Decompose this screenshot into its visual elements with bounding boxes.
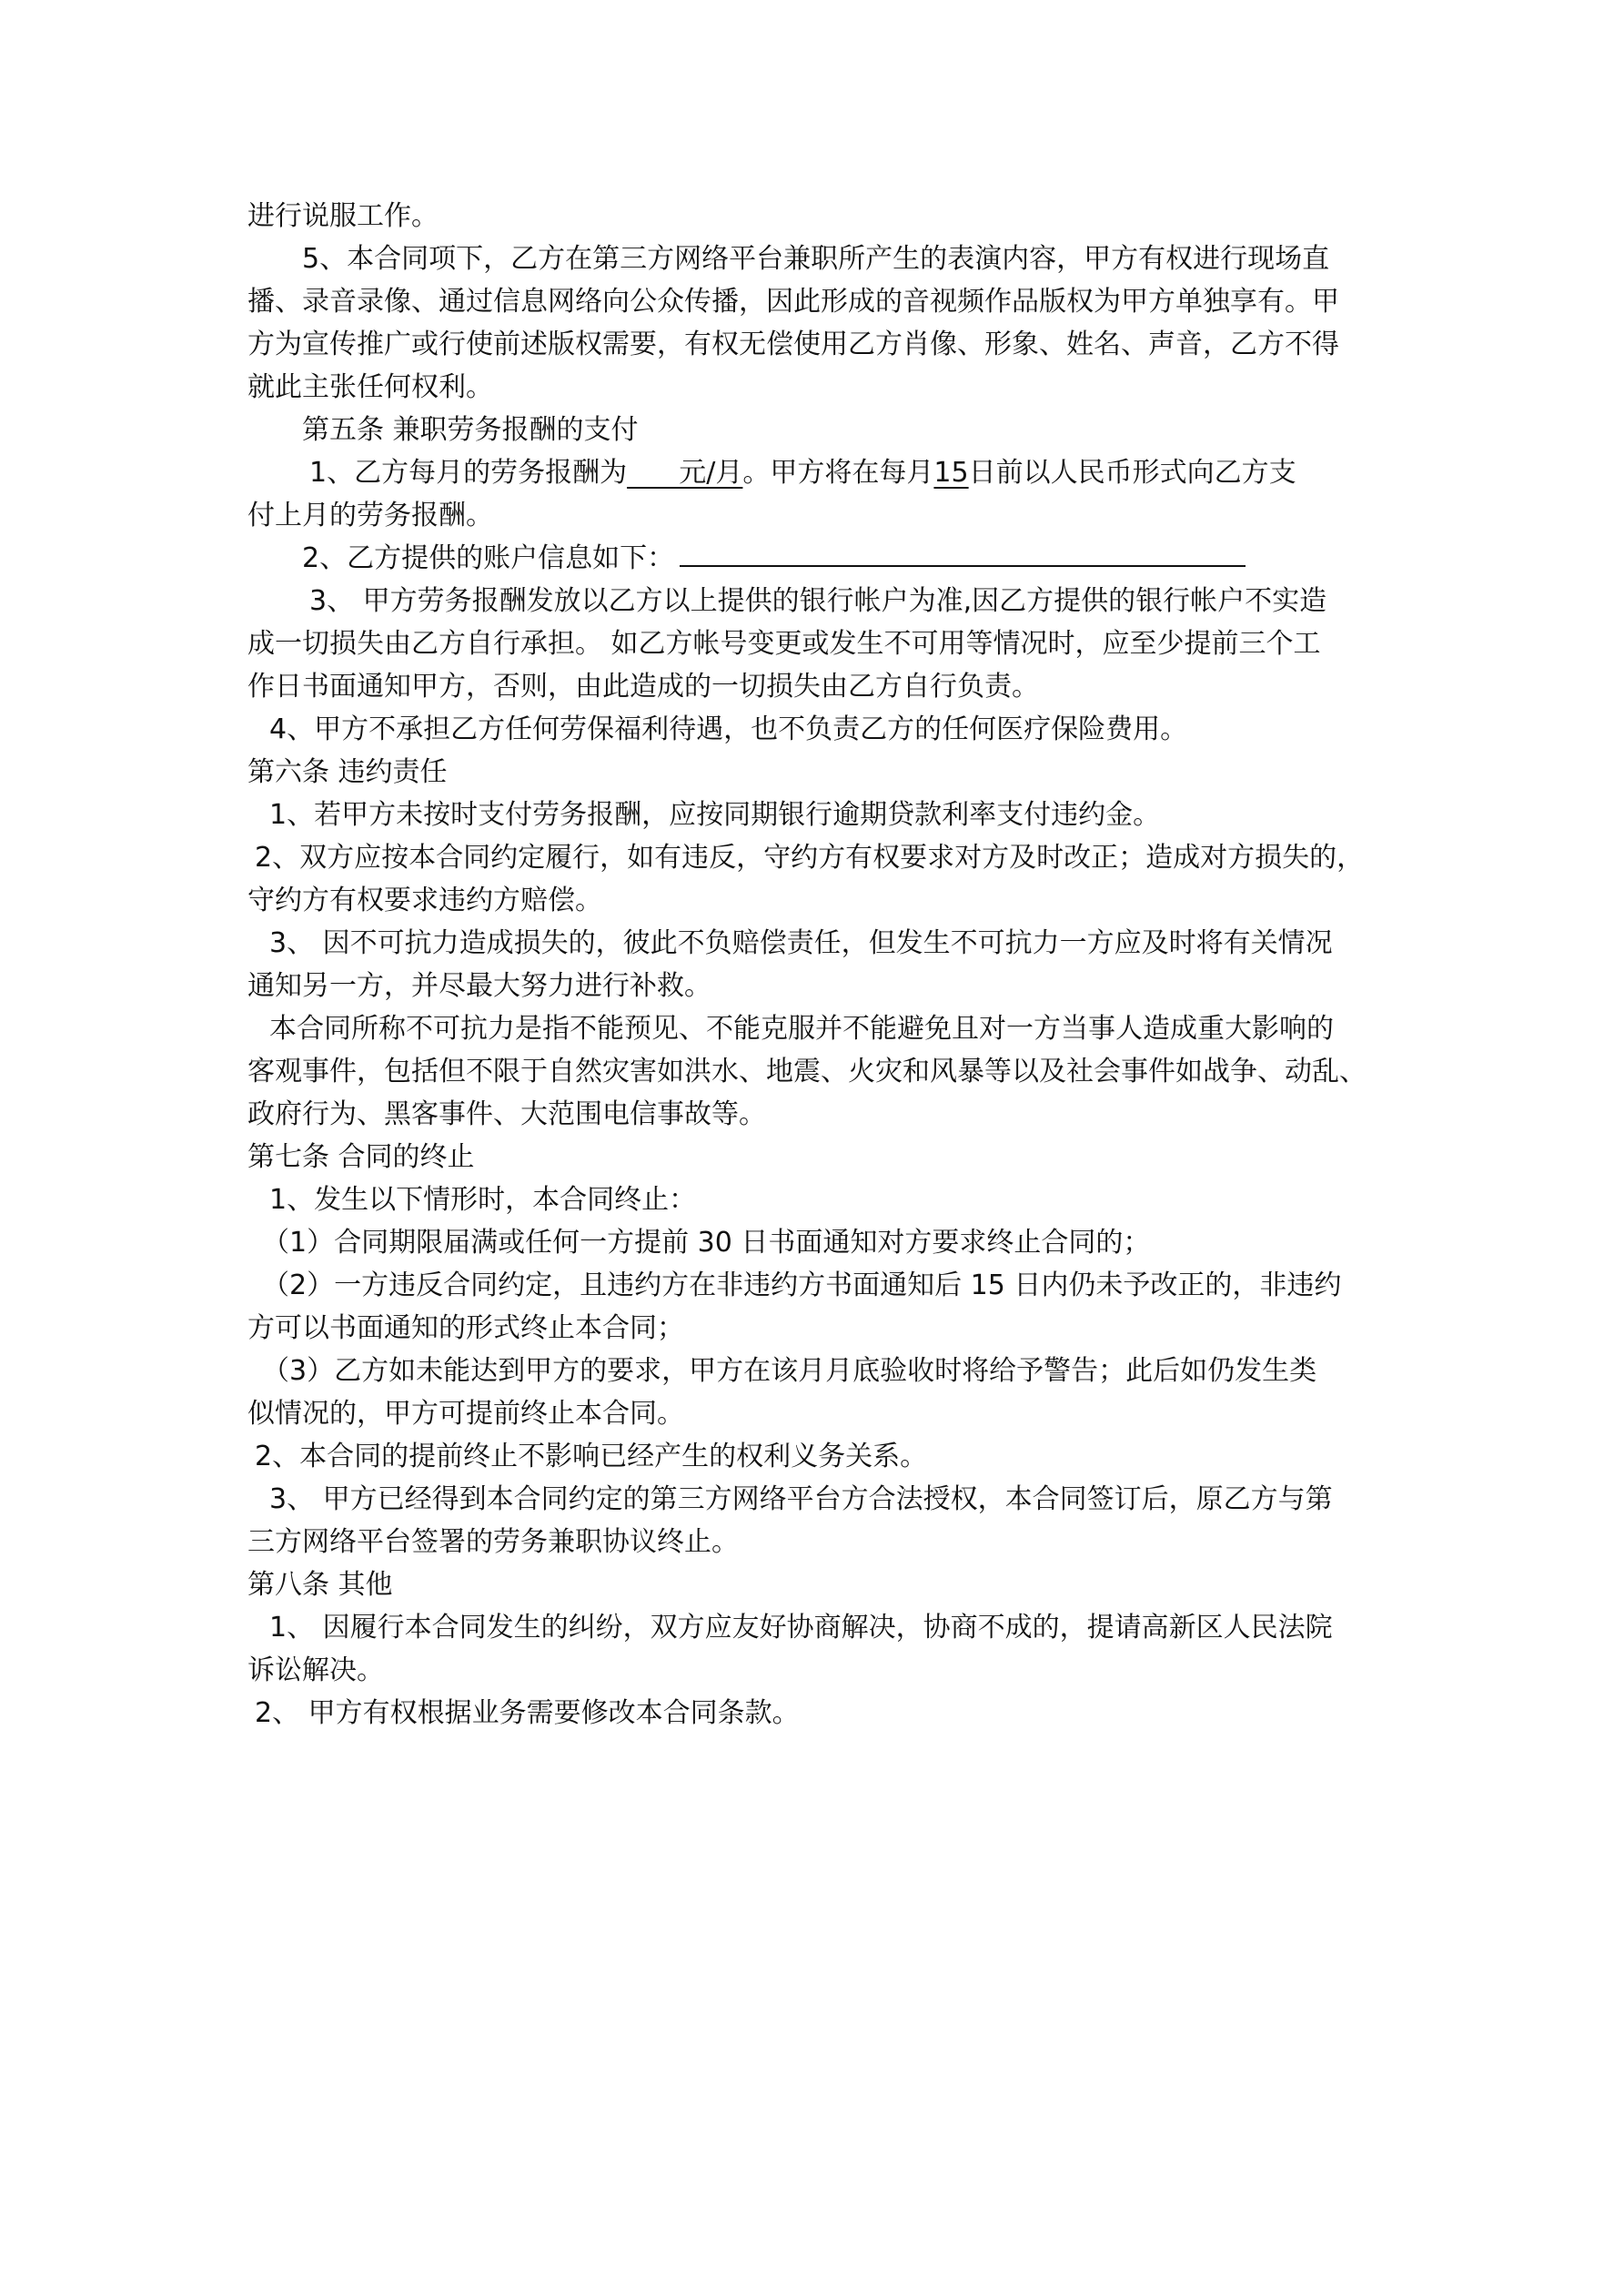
pay-line-prefix: 1、乙方每月的劳务报酬为 [309,457,628,489]
text-line: 3、 甲方已经得到本合同约定的第三方网络平台方合法授权，本合同签订后，原乙方与第 [269,1483,1333,1515]
text-line: 作日书面通知甲方，否则，由此造成的一切损失由乙方自行负责。 [247,671,1039,703]
text-line: 2、双方应按本合同约定履行，如有违反，守约方有权要求对方及时改正；造成对方损失的， [255,842,1365,874]
text-line: 第八条 其他 [247,1569,393,1601]
text-line: 诉讼解决。 [247,1654,384,1686]
account-blank [680,538,1246,567]
text-line: 本合同所称不可抗力是指不能预见、不能克服并不能避免且对一方当事人造成重大影响的 [269,1013,1334,1045]
text-line: （3）乙方如未能达到甲方的要求，甲方在该月月底验收时将给予警告；此后如仍发生类 [262,1355,1317,1387]
text-line: 播、录音录像、通过信息网络向公众传播，因此形成的音视频作品版权为甲方单独享有。甲 [247,286,1339,318]
text-line: 政府行为、黑客事件、大范围电信事故等。 [247,1098,766,1130]
text-line: 2、本合同的提前终止不影响已经产生的权利义务关系。 [255,1441,928,1472]
text-line: 3、 甲方劳务报酬发放以乙方以上提供的银行帐户为准,因乙方提供的银行帐户不实造 [309,585,1327,617]
text-line: 3、 因不可抗力造成损失的，彼此不负赔偿责任，但发生不可抗力一方应及时将有关情况 [269,927,1333,959]
text-line: 客观事件，包括但不限于自然灾害如洪水、地震、火灾和风暴等以及社会事件如战争、动乱、 [247,1056,1367,1087]
pay-line-suffix: 日前以人民币形式向乙方支 [968,457,1296,489]
text-line: 成一切损失由乙方自行承担。 如乙方帐号变更或发生不可用等情况时，应至少提前三个工 [247,628,1321,660]
pay-line-amount-blank: 元/月 [627,457,743,489]
text-line: （1）合同期限届满或任何一方提前 30 日书面通知对方要求终止合同的； [262,1227,1151,1259]
text-line: 第七条 合同的终止 [247,1141,475,1173]
account-label: 2、乙方提供的账户信息如下： [302,542,675,574]
text-line: 守约方有权要求违约方赔偿。 [247,885,602,916]
pay-line [247,451,1394,494]
text-line: 1、 因履行本合同发生的纠纷，双方应友好协商解决，协商不成的，提请高新区人民法院 [269,1612,1333,1644]
text-line: 第六条 违约责任 [247,756,448,788]
text-line: 4、甲方不承担乙方任何劳保福利待遇，也不负责乙方的任何医疗保险费用。 [269,713,1188,745]
text-line: 2、 甲方有权根据业务需要修改本合同条款。 [255,1697,800,1729]
text-line: 付上月的劳务报酬。 [247,500,493,531]
text-line: 就此主张任何权利。 [247,371,493,403]
pay-line-middle: 。甲方将在每月 [742,457,934,489]
account-line [247,537,1394,580]
pay-line-day: 15 [933,457,969,489]
text-line: 方可以书面通知的形式终止本合同； [247,1312,684,1344]
text-line: 进行说服工作。 [247,200,439,232]
text-line: 似情况的，甲方可提前终止本合同。 [247,1398,684,1430]
text-line: 5、本合同项下，乙方在第三方网络平台兼职所产生的表演内容，甲方有权进行现场直 [302,243,1330,275]
text-line: 方为宣传推广或行使前述版权需要，有权无偿使用乙方肖像、形象、姓名、声音，乙方不得 [247,329,1339,360]
text-line: 1、发生以下情形时，本合同终止： [269,1184,697,1216]
text-line: 第五条 兼职劳务报酬的支付 [302,414,639,446]
text-line: （2）一方违反合同约定，且违约方在非违约方书面通知后 15 日内仍未予改正的，非违约 [262,1269,1342,1301]
text-line: 通知另一方，并尽最大努力进行补救。 [247,970,711,1002]
text-line: 1、若甲方未按时支付劳务报酬，应按同期银行逾期贷款利率支付违约金。 [269,799,1161,831]
text-line: 三方网络平台签署的劳务兼职协议终止。 [247,1526,739,1558]
document-body [247,195,1394,1735]
